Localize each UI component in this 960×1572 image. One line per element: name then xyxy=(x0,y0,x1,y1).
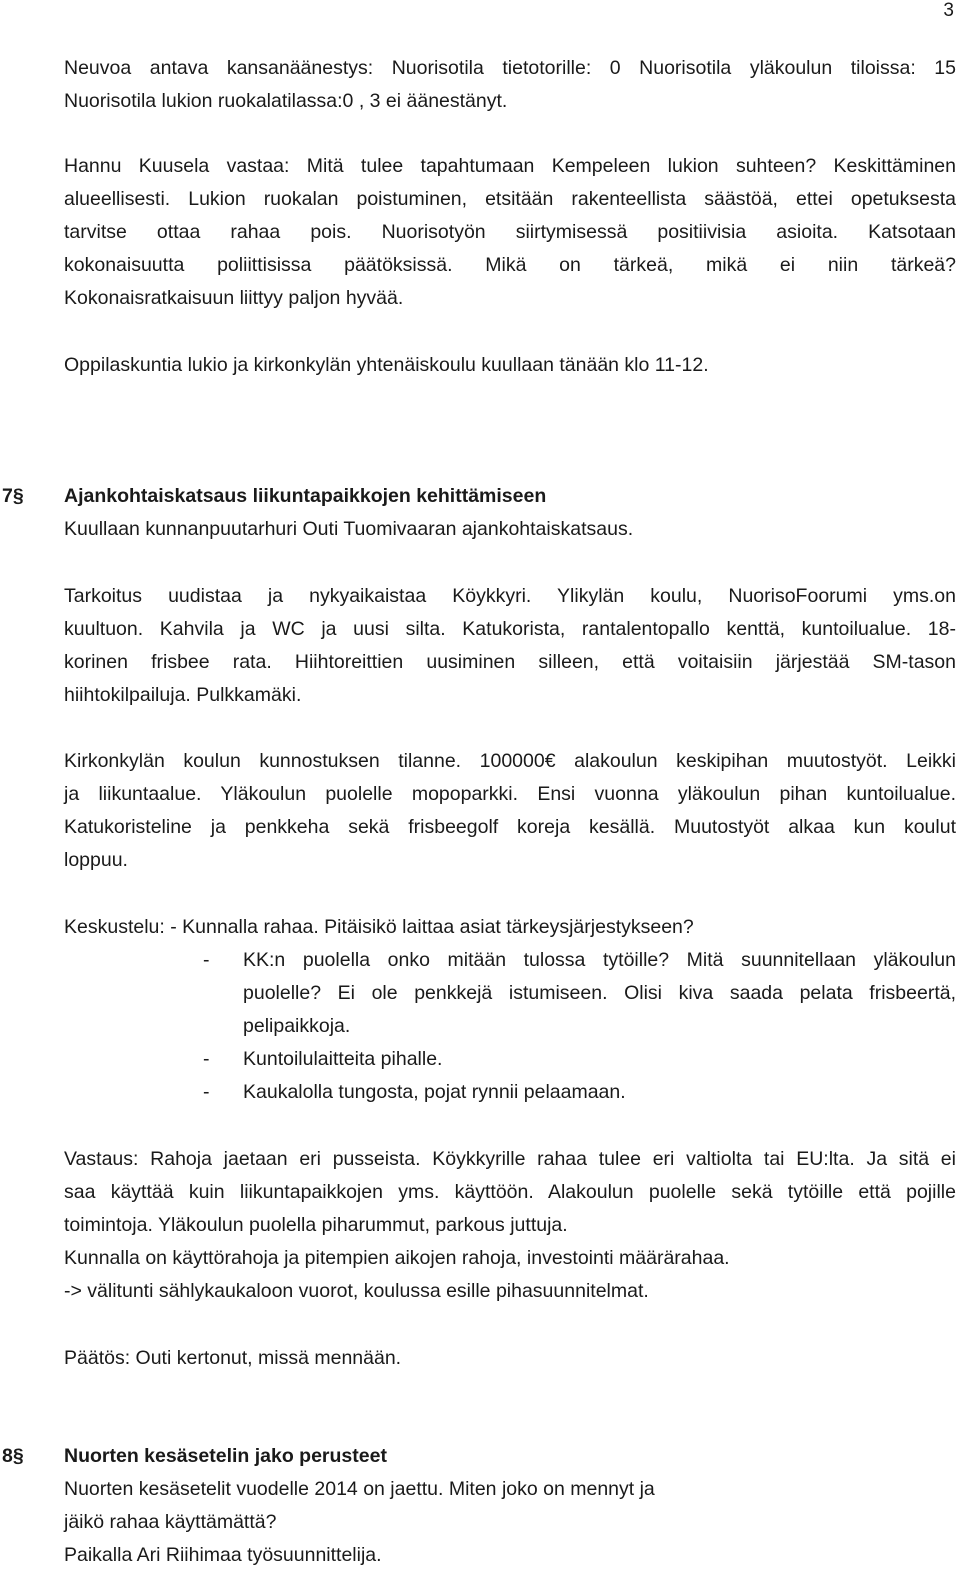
text-line: Hannu Kuusela vastaa: Mitä tulee tapahtumaan Kempeleen lukion suhteen? Keskittäminen xyxy=(64,155,956,177)
list-dash: - xyxy=(203,1048,210,1070)
text-line: hiihtokilpailuja. Pulkkamäki. xyxy=(64,684,302,706)
student-councils-paragraph xyxy=(64,349,956,382)
text-line: Päätös: Outi kertonut, missä mennään. xyxy=(64,1347,402,1369)
text-line: KK:n puolella onko mitään tulossa tytöille? Mitä suunnitellaan yläkoulun xyxy=(243,949,956,971)
list-dash: - xyxy=(203,1081,210,1103)
text-line: Vastaus: Rahoja jaetaan eri pusseista. Köykkyrille rahaa tulee eri valtiolta tai EU:lta. Ja sitä ei xyxy=(64,1148,956,1170)
answer-paragraph xyxy=(64,1143,956,1308)
text-line: Kirkonkylän koulun kunnostuksen tilanne. 100000€ alakoulun keskipihan muutostyöt. Leikki xyxy=(64,750,956,772)
text-line: ja liikuntaalue. Yläkoulun puolelle mopoparkki. Ensi vuonna yläkoulun pihan kuntoilualue. xyxy=(64,783,956,805)
section-8-number: 8§ xyxy=(2,1445,24,1467)
text-line: Keskustelu: - Kunnalla rahaa. Pitäisikö laittaa asiat tärkeysjärjestykseen? xyxy=(64,916,694,938)
text-line: Oppilaskuntia lukio ja kirkonkylän yhtenäiskoulu kuullaan tänään klo 11-12. xyxy=(64,354,709,376)
list-item xyxy=(64,1076,956,1109)
text-line: Neuvoa antava kansanäänestys: Nuorisotila tietotorille: 0 Nuorisotila yläkoulun tiloissa: 15 xyxy=(64,57,956,79)
text-line: Paikalla Ari Riihimaa työsuunnittelija. xyxy=(64,1544,382,1566)
section-8-block xyxy=(64,1440,956,1572)
text-line: Nuorisotila lukion ruokalatilassa:0 , 3 ei äänestänyt. xyxy=(64,90,508,112)
text-line: kokonaisuutta poliittisissa päätöksissä. Mikä on tärkeä, mikä ei niin tärkeä? xyxy=(64,254,956,276)
text-line: Kaukalolla tungosta, pojat rynnii pelaamaan. xyxy=(243,1081,626,1103)
text-line: jäikö rahaa käyttämättä? xyxy=(64,1511,277,1533)
text-line: toimintoja. Yläkoulun puolella piharummut, parkous juttuja. xyxy=(64,1214,568,1236)
text-line: -> välitunti sählykaukaloon vuorot, koulussa esille pihasuunnitelmat. xyxy=(64,1280,649,1302)
discussion-list xyxy=(64,944,956,1109)
text-line: Kunnalla on käyttörahoja ja pitempien aikojen rahoja, investointi määrärahaa. xyxy=(64,1247,730,1269)
list-item xyxy=(64,944,956,1043)
decision-line xyxy=(64,1342,956,1375)
referendum-paragraph xyxy=(64,52,956,118)
text-line: Kokonaisratkaisuun liittyy paljon hyvää. xyxy=(64,287,404,309)
list-dash: - xyxy=(203,949,210,971)
section-7-paragraph-1 xyxy=(64,580,956,712)
text-line: Kuntoilulaitteita pihalle. xyxy=(243,1048,443,1070)
text-line: puolelle? Ei ole penkkejä istumiseen. Olisi kiva saada pelata frisbeertä, xyxy=(243,982,956,1004)
section-7-title: Ajankohtaiskatsaus liikuntapaikkojen kehittämiseen xyxy=(64,485,547,507)
section-7-paragraph-2 xyxy=(64,745,956,877)
text-line: loppuu. xyxy=(64,849,128,871)
section-7-number: 7§ xyxy=(2,485,24,507)
discussion-line xyxy=(64,911,956,944)
list-item xyxy=(64,1043,956,1076)
text-line: alueellisesti. Lukion ruokalan poistuminen, etsitään rakenteellista säästöä, ettei opetuksesta xyxy=(64,188,956,210)
text-line: Nuorten kesäsetelit vuodelle 2014 on jaettu. Miten joko on mennyt ja xyxy=(64,1478,655,1500)
text-line: Tarkoitus uudistaa ja nykyaikaistaa Köykkyri. Ylikylän koulu, NuorisoFoorumi yms.on xyxy=(64,585,956,607)
text-line: tarvitse ottaa rahaa pois. Nuorisotyön siirtymisessä positiivisia asioita. Katsotaan xyxy=(64,221,956,243)
text-line: saa käyttää kuin liikuntapaikkojen yms. käyttöön. Alakoulun puolelle sekä tytöille että pojille xyxy=(64,1181,956,1203)
text-line: Katukoristeline ja penkkeha sekä frisbeegolf koreja kesällä. Muutostyöt alkaa kun koulut xyxy=(64,816,956,838)
section-8-title: Nuorten kesäsetelin jako perusteet xyxy=(64,1445,387,1467)
text-line: pelipaikkoja. xyxy=(243,1015,351,1037)
section-7-heading-block xyxy=(64,480,956,546)
page-number: 3 xyxy=(943,0,954,21)
section-7-intro: Kuullaan kunnanpuutarhuri Outi Tuomivaaran ajankohtaiskatsaus. xyxy=(64,518,634,540)
kuusela-answer-paragraph xyxy=(64,150,956,315)
text-line: korinen frisbee rata. Hiihtoreittien uusiminen silleen, että voitaisiin järjestää SM-tason xyxy=(64,651,956,673)
text-line: kuultuon. Kahvila ja WC ja uusi silta. Katukorista, rantalentopallo kenttä, kuntoilualue. 18- xyxy=(64,618,956,640)
